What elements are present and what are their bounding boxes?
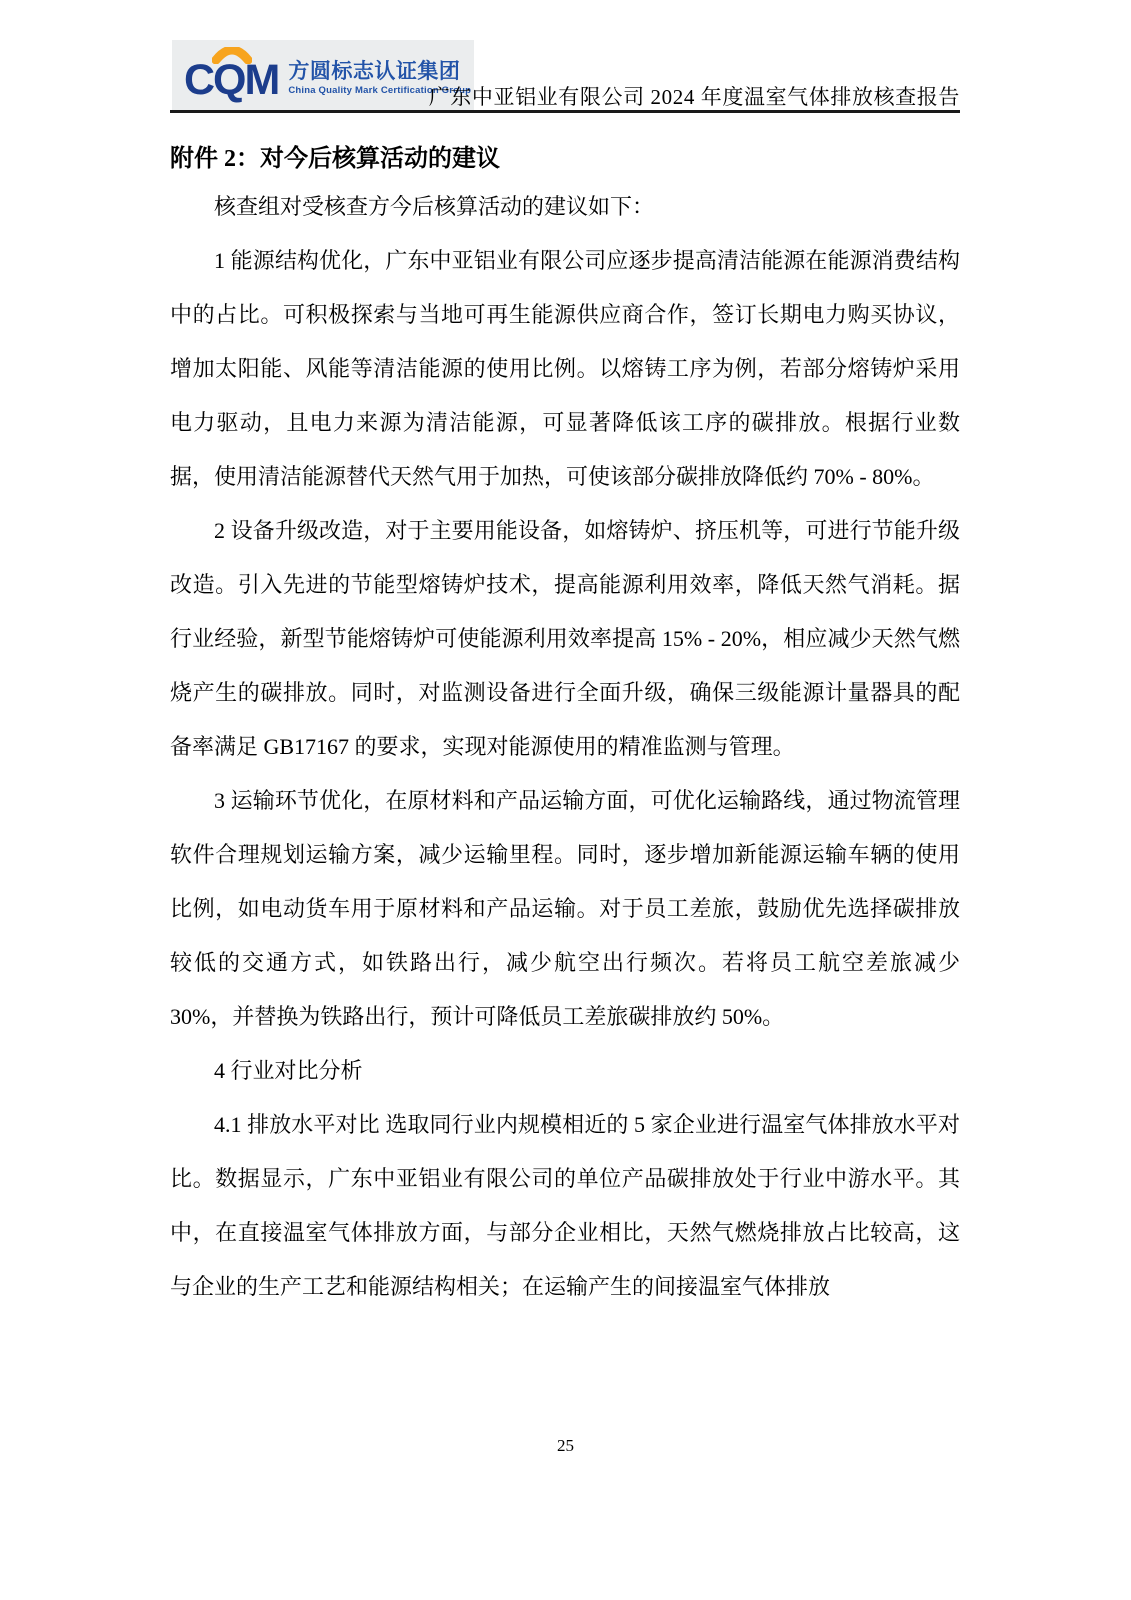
paragraph-energy-structure: 1 能源结构优化，广东中亚铝业有限公司应逐步提高清洁能源在能源消费结构中的占比。可积极探索与当地可再生能源供应商合作，签订长期电力购买协议，增加太阳能、风能等清洁能源的使用比例。以熔铸工序为例，若部分熔铸炉采用电力驱动，且电力来源为清洁能源，可显著降低该工序的碳排放。根据行业数据，使用清洁能源替代天然气用于加热，可使该部分碳排放降低约 70% - 80%。 <box>170 248 960 489</box>
paragraph-emission-level: 4.1 排放水平对比 选取同行业内规模相近的 5 家企业进行温室气体排放水平对比。数据显示，广东中亚铝业有限公司的单位产品碳排放处于行业中游水平。其中，在直接温室气体排放方面，与部分企业相比，天然气燃烧排放占比较高，这与企业的生产工艺和能源结构相关；在运输产生的间接温室气体排放 <box>170 1112 960 1299</box>
paragraph-transport-optimize: 3 运输环节优化，在原材料和产品运输方面，可优化运输路线，通过物流管理软件合理规划运输方案，减少运输里程。同时，逐步增加新能源运输车辆的使用比例，如电动货车用于原材料和产品运输。对于员工差旅，鼓励优先选择碳排放较低的交通方式，如铁路出行，减少航空出行频次。若将员工航空差旅减少 30%，并替换为铁路出行，预计可降低员工差旅碳排放约 50%。 <box>170 788 960 1029</box>
cqm-logo-arc-icon <box>212 47 252 64</box>
attachment-heading: 附件 2：对今后核算活动的建议 <box>170 146 500 172</box>
cqm-logo-text: CQM <box>184 55 279 104</box>
paragraph-equipment-upgrade: 2 设备升级改造，对于主要用能设备，如熔铸炉、挤压机等，可进行节能升级改造。引入先进的节能型熔铸炉技术，提高能源利用效率，降低天然气消耗。据行业经验，新型节能熔铸炉可使能源利用效率提高 15% - 20%，相应减少天然气燃烧产生的碳排放。同时，对监测设备进行全面升级，确保三级能源计量器具的配备率满足 GB17167 的要求，实现对能源使用的精准监测与管理。 <box>170 518 960 759</box>
cqm-logo-name-zh: 方圆标志认证集团 <box>288 59 461 83</box>
paragraph-industry-comparison: 4 行业对比分析 <box>214 1058 363 1083</box>
document-body <box>170 138 960 1314</box>
header-divider <box>170 110 960 113</box>
paragraph-intro: 核查组对受核查方今后核算活动的建议如下： <box>214 194 655 219</box>
page-number: 25 <box>557 1436 574 1455</box>
cqm-logo-name-en: China Quality Mark Certification Group <box>288 85 472 97</box>
cqm-logo-acronym <box>184 49 278 102</box>
document-header-title: 广东中亚铝业有限公司 2024 年度温室气体排放核查报告 <box>428 85 960 109</box>
